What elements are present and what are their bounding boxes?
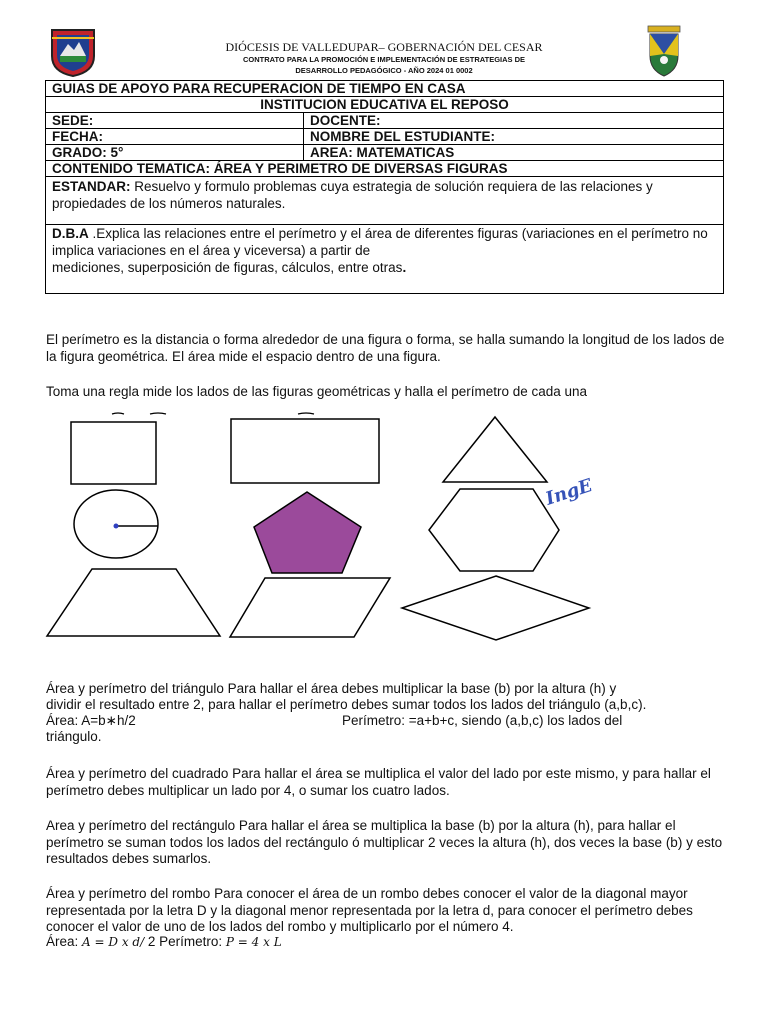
- rhombus-area-formula: A = D x d/: [82, 935, 145, 949]
- dba-text: .Explica las relaciones entre el perímetro y el área de diferentes figuras (variaciones en el perímetro no implica variaciones en el área y viceversa) a partir de: [52, 226, 708, 258]
- triangle-line-2: dividir el resultado entre 2, para hallar el perímetro debes sumar todos los lados del triángulo (a,b,c).: [46, 697, 647, 712]
- pentagon-shape: [254, 492, 361, 573]
- sede-cell: SEDE:: [46, 113, 304, 129]
- estandar-text: Resuelvo y formulo problemas cuya estrategia de solución requiera de las relaciones y propiedades de los números naturales.: [52, 179, 653, 211]
- triangle-area-formula: Área: A=b∗h/2: [46, 713, 136, 728]
- triangle-line-4: triángulo.: [46, 729, 102, 744]
- rectangle-shape: [231, 419, 379, 483]
- contenido-cell: CONTENIDO TEMATICA: ÁREA Y PERIMETRO DE DIVERSAS FIGURAS: [46, 161, 724, 177]
- rectangle-paragraph: Area y perímetro del rectángulo Para hallar el área se multiplica la base (b) por la altura (h), para hallar el perímetro se suman todos los lados del rectángulo ó multiplicar 2 veces la altura (h), dos veces la base (b) y esto resultados debes sumarlos.: [46, 818, 723, 866]
- intro-paragraph: El perímetro es la distancia o forma alrededor de una figura o forma, se halla sumando la longitud de los lados de la figura geométrica. El área mide el espacio dentro de una figura.: [46, 332, 725, 364]
- geometric-figures: [0, 405, 768, 645]
- guide-title-cell: GUIAS DE APOYO PARA RECUPERACION DE TIEMPO EN CASA: [46, 81, 724, 97]
- dba-cell: [46, 225, 724, 294]
- cesar-coat-of-arms-logo: [642, 24, 686, 80]
- hexagon-shape: [429, 489, 559, 571]
- triangle-shape: [443, 417, 547, 482]
- estandar-cell: [46, 177, 724, 225]
- area-cell: AREA: MATEMATICAS: [304, 145, 724, 161]
- square-shape: [71, 422, 156, 484]
- diocese-shield-logo: [48, 26, 98, 78]
- rhombus-perimeter-formula: P = 4 x L: [225, 935, 282, 949]
- circle-center-dot: [114, 524, 119, 529]
- header-title: DIÓCESIS DE VALLEDUPAR– GOBERNACIÓN DEL CESAR: [225, 40, 543, 54]
- header-contract-line-2: DESARROLLO PEDAGÓGICO - AÑO 2024 01 0002: [295, 66, 473, 75]
- rhombus-area-label: Área:: [46, 934, 83, 949]
- dba-period: .: [402, 260, 407, 275]
- fecha-cell: FECHA:: [46, 129, 304, 145]
- rhombus-paragraph: Área y perímetro del rombo Para conocer el área de un rombo debes conocer el valor de la diagonal mayor representada por la letra D y la diagonal menor representada por la letra d, para conocer el perímetro debes conocer el valor de uno de los lados del rombo y multiplicarlo por el número 4.: [46, 886, 693, 934]
- instruction-paragraph: Toma una regla mide los lados de las figuras geométricas y halla el perímetro de cada una: [46, 384, 588, 399]
- triangle-perimeter-formula: Perímetro: =a+b+c, siendo (a,b,c) los lados del: [342, 713, 623, 728]
- trapezoid-shape: [47, 569, 220, 636]
- rhombus-area-divisor: 2 Perímetro:: [144, 934, 226, 949]
- header-contract-line-1: CONTRATO PARA LA PROMOCIÓN E IMPLEMENTACIÓN DE ESTRATEGIAS DE: [242, 55, 526, 64]
- watermark-signature: IngE: [543, 475, 596, 510]
- rhombus-shape: [402, 576, 589, 640]
- triangle-line-1: Área y perímetro del triángulo Para hallar el área debes multiplicar la base (b) por la altura (h) y: [46, 681, 617, 696]
- dba-text-end: mediciones, superposición de figuras, cálculos, entre otras: [52, 260, 403, 275]
- dba-label: D.B.A: [52, 226, 89, 241]
- rhombus-formulas: [46, 934, 726, 951]
- institution-cell: INSTITUCION EDUCATIVA EL REPOSO: [46, 97, 724, 113]
- student-name-cell: NOMBRE DEL ESTUDIANTE:: [304, 129, 724, 145]
- guide-info-table: [45, 80, 724, 294]
- estandar-label: ESTANDAR:: [52, 179, 131, 194]
- grado-cell: GRADO: 5°: [46, 145, 304, 161]
- square-paragraph: Área y perímetro del cuadrado Para hallar el área se multiplica el valor del lado por este mismo, y para hallar el perímetro debes multiplicar un lado por 4, o sumar los cuatro lados.: [46, 766, 711, 798]
- docente-cell: DOCENTE:: [304, 113, 724, 129]
- parallelogram-shape: [230, 578, 390, 637]
